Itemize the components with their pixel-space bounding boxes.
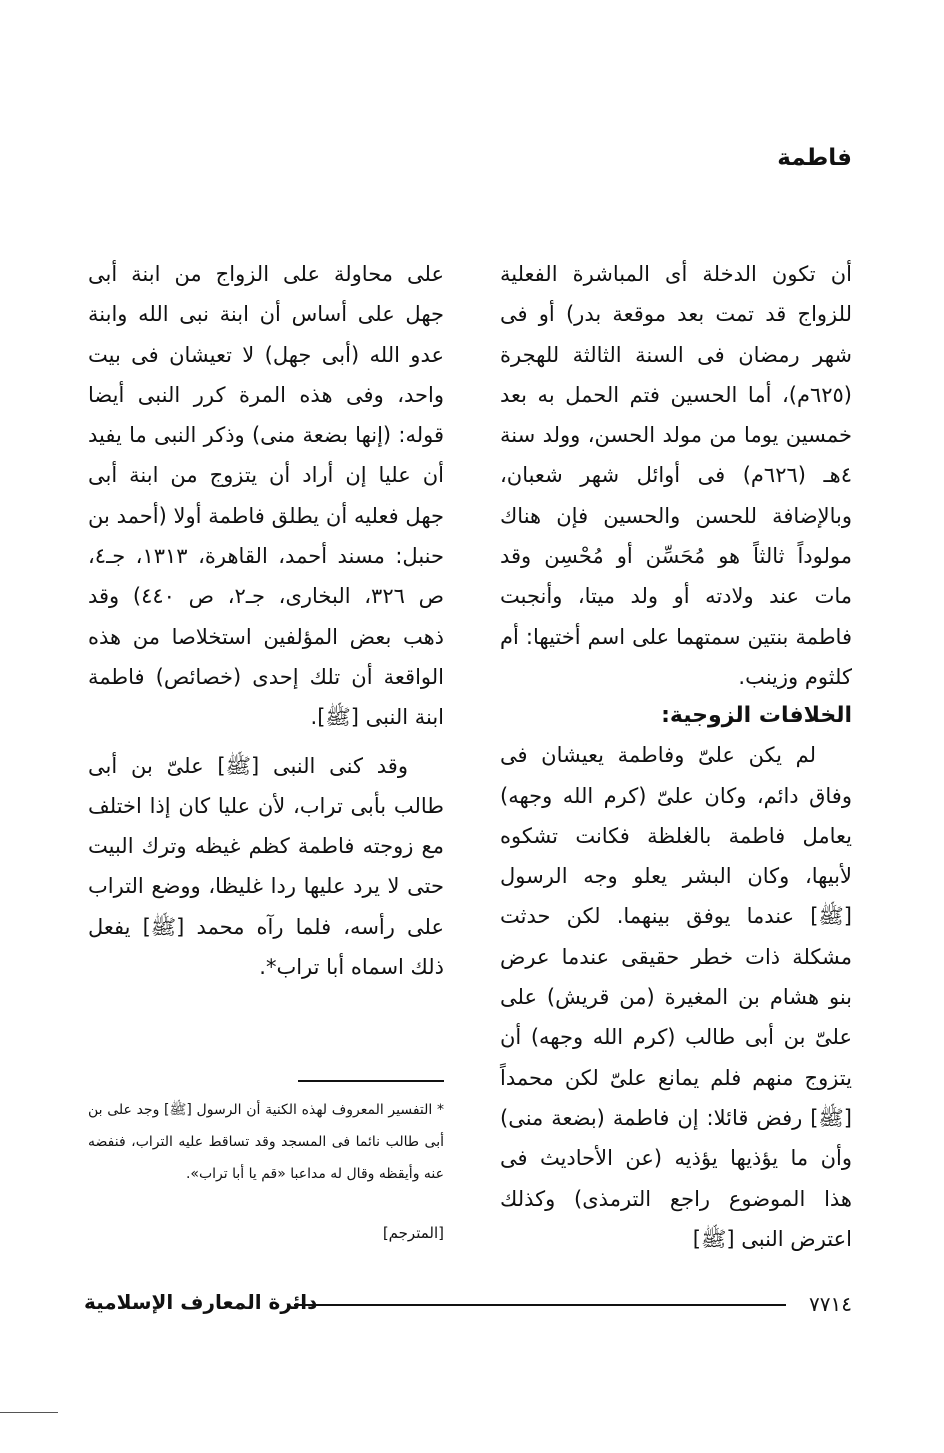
running-header: فاطمة <box>777 145 852 171</box>
footnote-text: * التفسير المعروف لهذه الكنية أن الرسول [ﷺ] وجد على بن أبى طالب نائما فى المسجد وقد تساقط عليه التراب، فنفضه عنه وأيقظه وقال له مداعبا «قم يا أبا تراب». <box>88 1102 444 1182</box>
page-number: ٧٧١٤ <box>809 1292 852 1316</box>
right-paragraph-1: أن تكون الدخلة أى المباشرة الفعلية للزواج قد تمت بعد موقعة بدر) أو فى شهر رمضان فى السنة الثالثة للهجرة (٦٢٥م)، أما الحسين فتم الحمل به بعد خمسين يوما من مولد الحسن، وولد سنة ٤هـ (٦٢٦م) فى أوائل شهر شعبان، وبالإضافة للحسن والحسين فإن هناك مولوداً ثالثاً هو مُحَسِّن أو مُحْسِن وقد مات عند ولادته أو ولد ميتا، وأنجبت فاطمة بنتين سمتهما على اسم أختيها: أم كلثوم وزينب. <box>500 262 852 689</box>
translator-note: [المترجم] <box>382 1224 444 1242</box>
right-column <box>500 254 852 1259</box>
scan-edge-line <box>0 1412 58 1413</box>
left-column <box>88 254 444 987</box>
footnote-divider <box>298 1080 444 1082</box>
book-title: دائرة المعارف الإسلامية <box>84 1290 318 1314</box>
section-heading: الخلافات الزوجية: <box>661 703 852 729</box>
right-paragraph-2: لم يكن علىّ وفاطمة يعيشان فى وفاق دائم، وكان علىّ (كرم الله وجهه) يعامل فاطمة بالغلظة فكانت تشكوه لأبيها، وكان البشر يعلو وجه الرسول [ﷺ] عندما يوفق بينهما. لكن حدثت مشكلة ذات خطر حقيقى عندما عرض بنو هشام بن المغيرة (من قريش) على علىّ بن أبى طالب (كرم الله وجهه) أن يتزوج منهم فلم يمانع علىّ لكن محمداً [ﷺ] رفض قائلا: إن فاطمة (بضعة منى) وأن ما يؤذيها يؤذيه (عن الأحاديث فى هذا الموضوع راجع الترمذى) وكذلك اعترض النبى [ﷺ] <box>500 743 852 1251</box>
footer-divider <box>294 1304 786 1306</box>
left-paragraph-2: وقد كنى النبى [ﷺ] علىّ بن أبى طالب بأبى تراب، لأن عليا كان إذا اختلف مع زوجته فاطمة كظم غيظه وترك البيت حتى لا يرد عليها ردا غليظا، ووضع التراب على رأسه، فلما رآه محمد [ﷺ] يفعل ذلك اسماه أبا تراب*. <box>88 753 444 980</box>
left-paragraph-1: على محاولة على الزواج من ابنة أبى جهل على أساس أن ابنة نبى الله وابنة عدو الله (أبى جهل) لا تعيشان فى بيت واحد، وفى هذه المرة كرر النبى أيضا قوله: (إنها بضعة منى) وذكر النبى ما يفيد أن عليا إن أراد أن يتزوج من ابنة أبى جهل فعليه أن يطلق فاطمة أولا (أحمد بن حنبل: مسند أحمد، القاهرة، ١٣١٣، جـ٤، ص ٣٢٦، البخارى، جـ٢، ص ٤٤٠) وقد ذهب بعض المؤلفين استخلاصا من هذه الواقعة أن تلك إحدى (خصائص) فاطمة ابنة النبى [ﷺ]. <box>88 262 444 730</box>
